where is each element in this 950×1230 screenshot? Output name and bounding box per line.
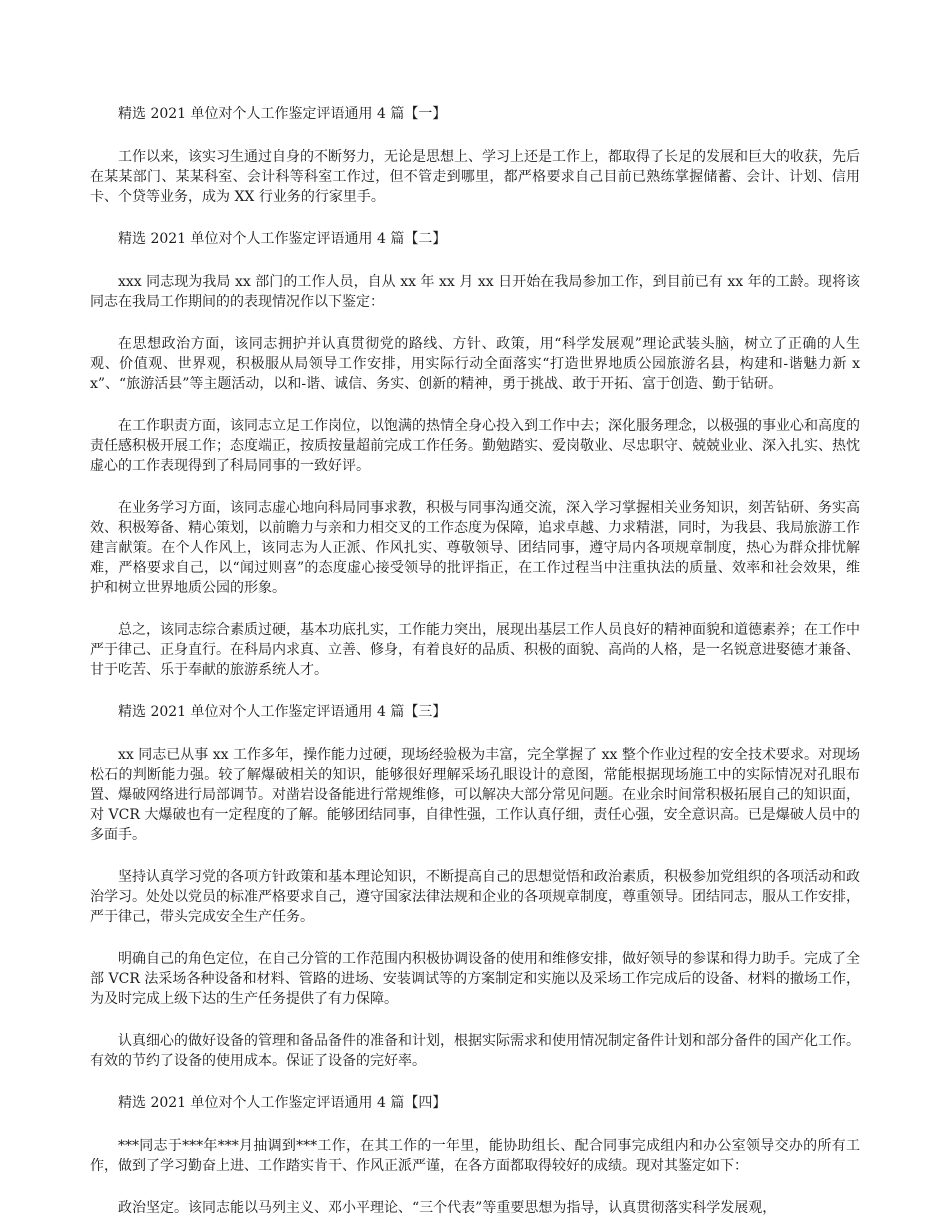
paragraph: 明确自己的角色定位，在自己分管的工作范围内积极协调设备的使用和维修安排，做好领导的参谋和得力助手。完成了全部 VCR 法采场各种设备和材料、管路的进场、安装调试等的方案制定和实施以及采场工作完成后的设备、材料的撤场工作，为及时完成上级下达的生产任务提供了有力保障。 (90, 951, 860, 1007)
paragraph: 在工作职责方面，该同志立足工作岗位，以饱满的热情全身心投入到工作中去；深化服务理念，以极强的事业心和高度的责任感积极开展工作；态度端正，按质按量超前完成工作任务。勤勉踏实、爱岗敬业、尽忠职守、兢兢业业、深入扎实、热忱虚心的工作表现得到了科局同事的一致好评。 (90, 418, 860, 474)
paragraph: xx 同志已从事 xx 工作多年，操作能力过硬，现场经验极为丰富，完全掌握了 xx 整个作业过程的安全技术要求。对现场松石的判断能力强。较了解爆破相关的知识，能够很好理解采场孔眼设计的意图，常能根据现场施工中的实际情况对孔眼布置、爆破网络进行局部调节。对凿岩设备能进行常规维修，可以解决大部分常见问题。在业余时间常积极拓展自己的知识面，对 VCR 大爆破也有一定程度的了解。能够团结同事，自律性强，工作认真仔细，责任心强，安全意识高。已是爆破人员中的多面手。 (90, 747, 860, 843)
paragraph: 坚持认真学习党的各项方针政策和基本理论知识，不断提高自己的思想觉悟和政治素质，积极参加党组织的各项活动和政治学习。处处以党员的标准严格要求自己，遵守国家法律法规和企业的各项规章制度，尊重领导。团结同志，服从工作安排，严于律己，带头完成安全生产任务。 (90, 869, 860, 925)
paragraph: xxx 同志现为我局 xx 部门的工作人员，自从 xx 年 xx 月 xx 日开始在我局参加工作，到目前已有 xx 年的工龄。现将该同志在我局工作期间的的表现情况作以下鉴定： (90, 274, 860, 310)
section-heading-3: 精选 2021 单位对个人工作鉴定评语通用 4 篇【三】 (118, 704, 447, 720)
paragraph: 工作以来，该实习生通过自身的不断努力，无论是思想上、学习上还是工作上，都取得了长足的发展和巨大的收获，先后在某某部门、某某科室、会计科等科室工作过，但不管走到哪里，都严格要求自己目前已熟练掌握储蓄、会计、计划、信用卡、个贷等业务，成为 XX 行业务的行家里手。 (90, 149, 860, 205)
paragraph: 在思想政治方面，该同志拥护并认真贯彻党的路线、方针、政策，用“科学发展观”理论武装头脑，树立了正确的人生观、价值观、世界观，积极服从局领导工作安排，用实际行动全面落实“打造世界地质公园旅游名县，构建和-谐魅力新 xx”、“旅游活县”等主题活动，以和-谐、诚信、务实、创新的精神，勇于挑战、敢于开拓、富于创造、勤于钻研。 (90, 336, 860, 392)
section-heading-4: 精选 2021 单位对个人工作鉴定评语通用 4 篇【四】 (118, 1095, 447, 1111)
section-heading-2: 精选 2021 单位对个人工作鉴定评语通用 4 篇【二】 (118, 231, 447, 247)
paragraph: 总之，该同志综合素质过硬，基本功底扎实，工作能力突出，展现出基层工作人员良好的精神面貌和道德素养；在工作中严于律己、正身直行。在科局内求真、立善、修身，有着良好的品质、积极的面貌、高尚的人格，是一名锐意进娶德才兼备、甘于吃苦、乐于奉献的旅游系统人才。 (90, 622, 860, 678)
paragraph: 在业务学习方面，该同志虚心地向科局同事求教，积极与同事沟通交流，深入学习掌握相关业务知识，刻苦钻研、务实高效、积极筹备、精心策划，以前瞻力与亲和力相交叉的工作态度为保障，追求卓越、力求精湛，同时，为我县、我局旅游工作建言献策。在个人作风上，该同志为人正派、作风扎实、尊敬领导、团结同事，遵守局内各项规章制度，热心为群众排忧解难，严格要求自己，以“闻过则喜”的态度虚心接受领导的批评指正，在工作过程当中注重执法的质量、效率和社会效果，维护和树立世界地质公园的形象。 (90, 500, 860, 596)
section-heading-1: 精选 2021 单位对个人工作鉴定评语通用 4 篇【一】 (118, 106, 447, 122)
paragraph: ***同志于***年***月抽调到***工作，在其工作的一年里，能协助组长、配合同事完成组内和办公室领导交办的所有工作，做到了学习勤奋上进、工作踏实肯干、作风正派严谨，在各方面都取得较好的成绩。现对其鉴定如下： (90, 1138, 860, 1174)
paragraph: 认真细心的做好设备的管理和备品备件的准备和计划，根据实际需求和使用情况制定备件计划和部分备件的国产化工作。有效的节约了设备的使用成本。保证了设备的完好率。 (90, 1033, 860, 1069)
paragraph: 政治坚定。该同志能以马列主义、邓小平理论、“三个代表”等重要思想为指导，认真贯彻落实科学发展观， (118, 1200, 777, 1216)
